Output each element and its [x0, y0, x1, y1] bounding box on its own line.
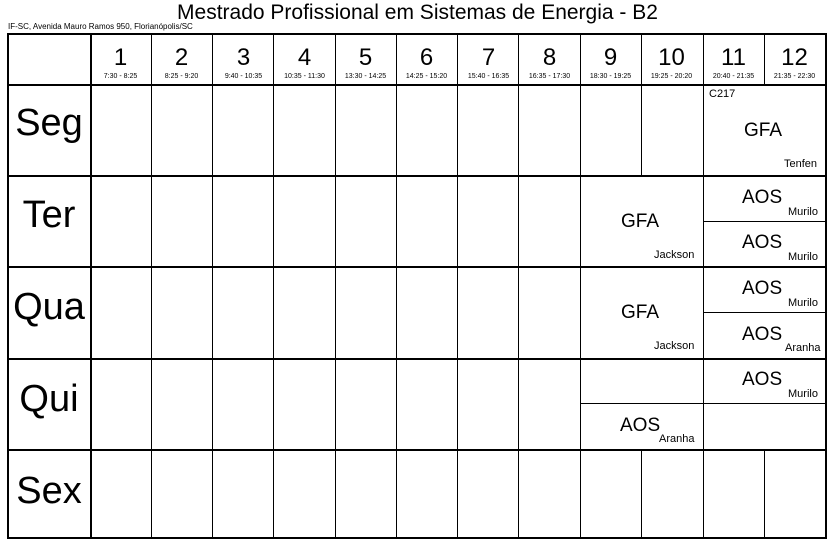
slot-time-8: 16:35 - 17:30 — [528, 73, 571, 80]
grid-column-line — [518, 449, 519, 538]
grid-column-line — [335, 266, 336, 358]
cell-split-line — [580, 403, 826, 404]
grid-column-line — [703, 449, 704, 538]
course-code: AOS — [742, 232, 783, 253]
slot-number-9: 9 — [603, 44, 618, 71]
slot-number-6: 6 — [419, 44, 434, 71]
day-label-sex: Sex — [16, 470, 82, 512]
grid-border-bottom — [7, 537, 827, 539]
room-label: C217 — [709, 88, 736, 100]
grid-column-line — [335, 175, 336, 266]
grid-column-line — [273, 175, 274, 266]
grid-column-line — [212, 449, 213, 538]
slot-time-5: 13:30 - 14:25 — [344, 73, 387, 80]
grid-column-line — [273, 358, 274, 449]
grid-column-line — [518, 84, 519, 175]
grid-column-line — [703, 84, 704, 175]
grid-border-top — [7, 33, 827, 35]
grid-column-line — [151, 358, 152, 449]
grid-column-line — [457, 358, 458, 449]
grid-column-line — [212, 84, 213, 175]
teacher-name: Murilo — [788, 297, 818, 309]
teacher-name: Jackson — [654, 249, 695, 261]
grid-column-line — [641, 84, 642, 175]
course-code: GFA — [621, 211, 660, 232]
course-code: AOS — [742, 369, 783, 390]
slot-number-7: 7 — [481, 44, 496, 71]
grid-border-right — [825, 33, 827, 538]
grid-column-line — [518, 266, 519, 358]
grid-column-line — [457, 449, 458, 538]
slot-time-7: 15:40 - 16:35 — [467, 73, 510, 80]
grid-column-line — [151, 175, 152, 266]
grid-column-line — [151, 449, 152, 538]
course-code: AOS — [742, 187, 783, 208]
slot-number-11: 11 — [721, 44, 746, 71]
course-code: AOS — [620, 415, 661, 436]
slot-time-11: 20:40 - 21:35 — [712, 73, 755, 80]
teacher-name: Aranha — [785, 342, 821, 354]
teacher-name: Murilo — [788, 251, 818, 263]
grid-column-line — [396, 84, 397, 175]
grid-column-line — [518, 358, 519, 449]
slot-number-4: 4 — [297, 44, 312, 71]
slot-time-10: 19:25 - 20:20 — [650, 73, 693, 80]
course-code: GFA — [621, 302, 660, 323]
grid-column-line — [151, 266, 152, 358]
teacher-name: Murilo — [788, 206, 818, 218]
slot-time-9: 18:30 - 19:25 — [589, 73, 632, 80]
slot-number-2: 2 — [174, 44, 189, 71]
grid-column-line — [396, 175, 397, 266]
grid-column-line — [580, 266, 581, 358]
course-code: AOS — [742, 278, 783, 299]
grid-column-line — [212, 358, 213, 449]
day-label-seg: Seg — [15, 102, 83, 144]
slot-number-5: 5 — [358, 44, 373, 71]
grid-column-line — [212, 266, 213, 358]
slot-number-1: 1 — [113, 44, 128, 71]
page-title: Mestrado Profissional em Sistemas de Energia - B2 — [177, 1, 658, 24]
grid-column-line — [212, 175, 213, 266]
slot-time-6: 14:25 - 15:20 — [405, 73, 448, 80]
teacher-name: Murilo — [788, 388, 818, 400]
teacher-name: Tenfen — [784, 158, 818, 170]
day-label-ter: Ter — [22, 194, 76, 236]
grid-column-line — [580, 175, 581, 266]
grid-column-line — [396, 358, 397, 449]
grid-column-line — [764, 449, 765, 538]
grid-column-line — [90, 33, 92, 538]
course-code: GFA — [744, 120, 783, 141]
grid-column-line — [580, 84, 581, 175]
slot-time-1: 7:30 - 8:25 — [103, 73, 138, 80]
grid-column-line — [273, 84, 274, 175]
slot-time-3: 9:40 - 10:35 — [224, 73, 263, 80]
grid-column-line — [457, 266, 458, 358]
slot-number-3: 3 — [236, 44, 251, 71]
day-label-qui: Qui — [19, 378, 79, 420]
slot-time-12: 21:35 - 22:30 — [773, 73, 816, 80]
slot-number-10: 10 — [658, 44, 685, 71]
day-label-qua: Qua — [13, 286, 85, 328]
grid-column-line — [151, 84, 152, 175]
cell-split-line — [703, 221, 826, 222]
slot-time-4: 10:35 - 11:30 — [284, 73, 325, 80]
course-code: AOS — [742, 324, 783, 345]
grid-column-line — [273, 266, 274, 358]
grid-column-line — [396, 266, 397, 358]
teacher-name: Aranha — [659, 433, 695, 445]
grid-column-line — [335, 84, 336, 175]
grid-column-line — [396, 449, 397, 538]
slot-number-12: 12 — [781, 44, 808, 71]
grid-column-line — [335, 358, 336, 449]
grid-column-line — [457, 175, 458, 266]
teacher-name: Jackson — [654, 340, 695, 352]
grid-column-line — [273, 449, 274, 538]
slot-number-8: 8 — [542, 44, 557, 71]
grid-column-line — [518, 175, 519, 266]
grid-column-line — [641, 449, 642, 538]
cell-split-line — [703, 312, 826, 313]
grid-column-line — [580, 449, 581, 538]
grid-column-line — [457, 84, 458, 175]
slot-time-2: 8:25 - 9:20 — [164, 73, 199, 80]
grid-column-line — [335, 449, 336, 538]
page-subtitle: IF-SC, Avenida Mauro Ramos 950, Florianópolis/SC — [8, 22, 193, 31]
